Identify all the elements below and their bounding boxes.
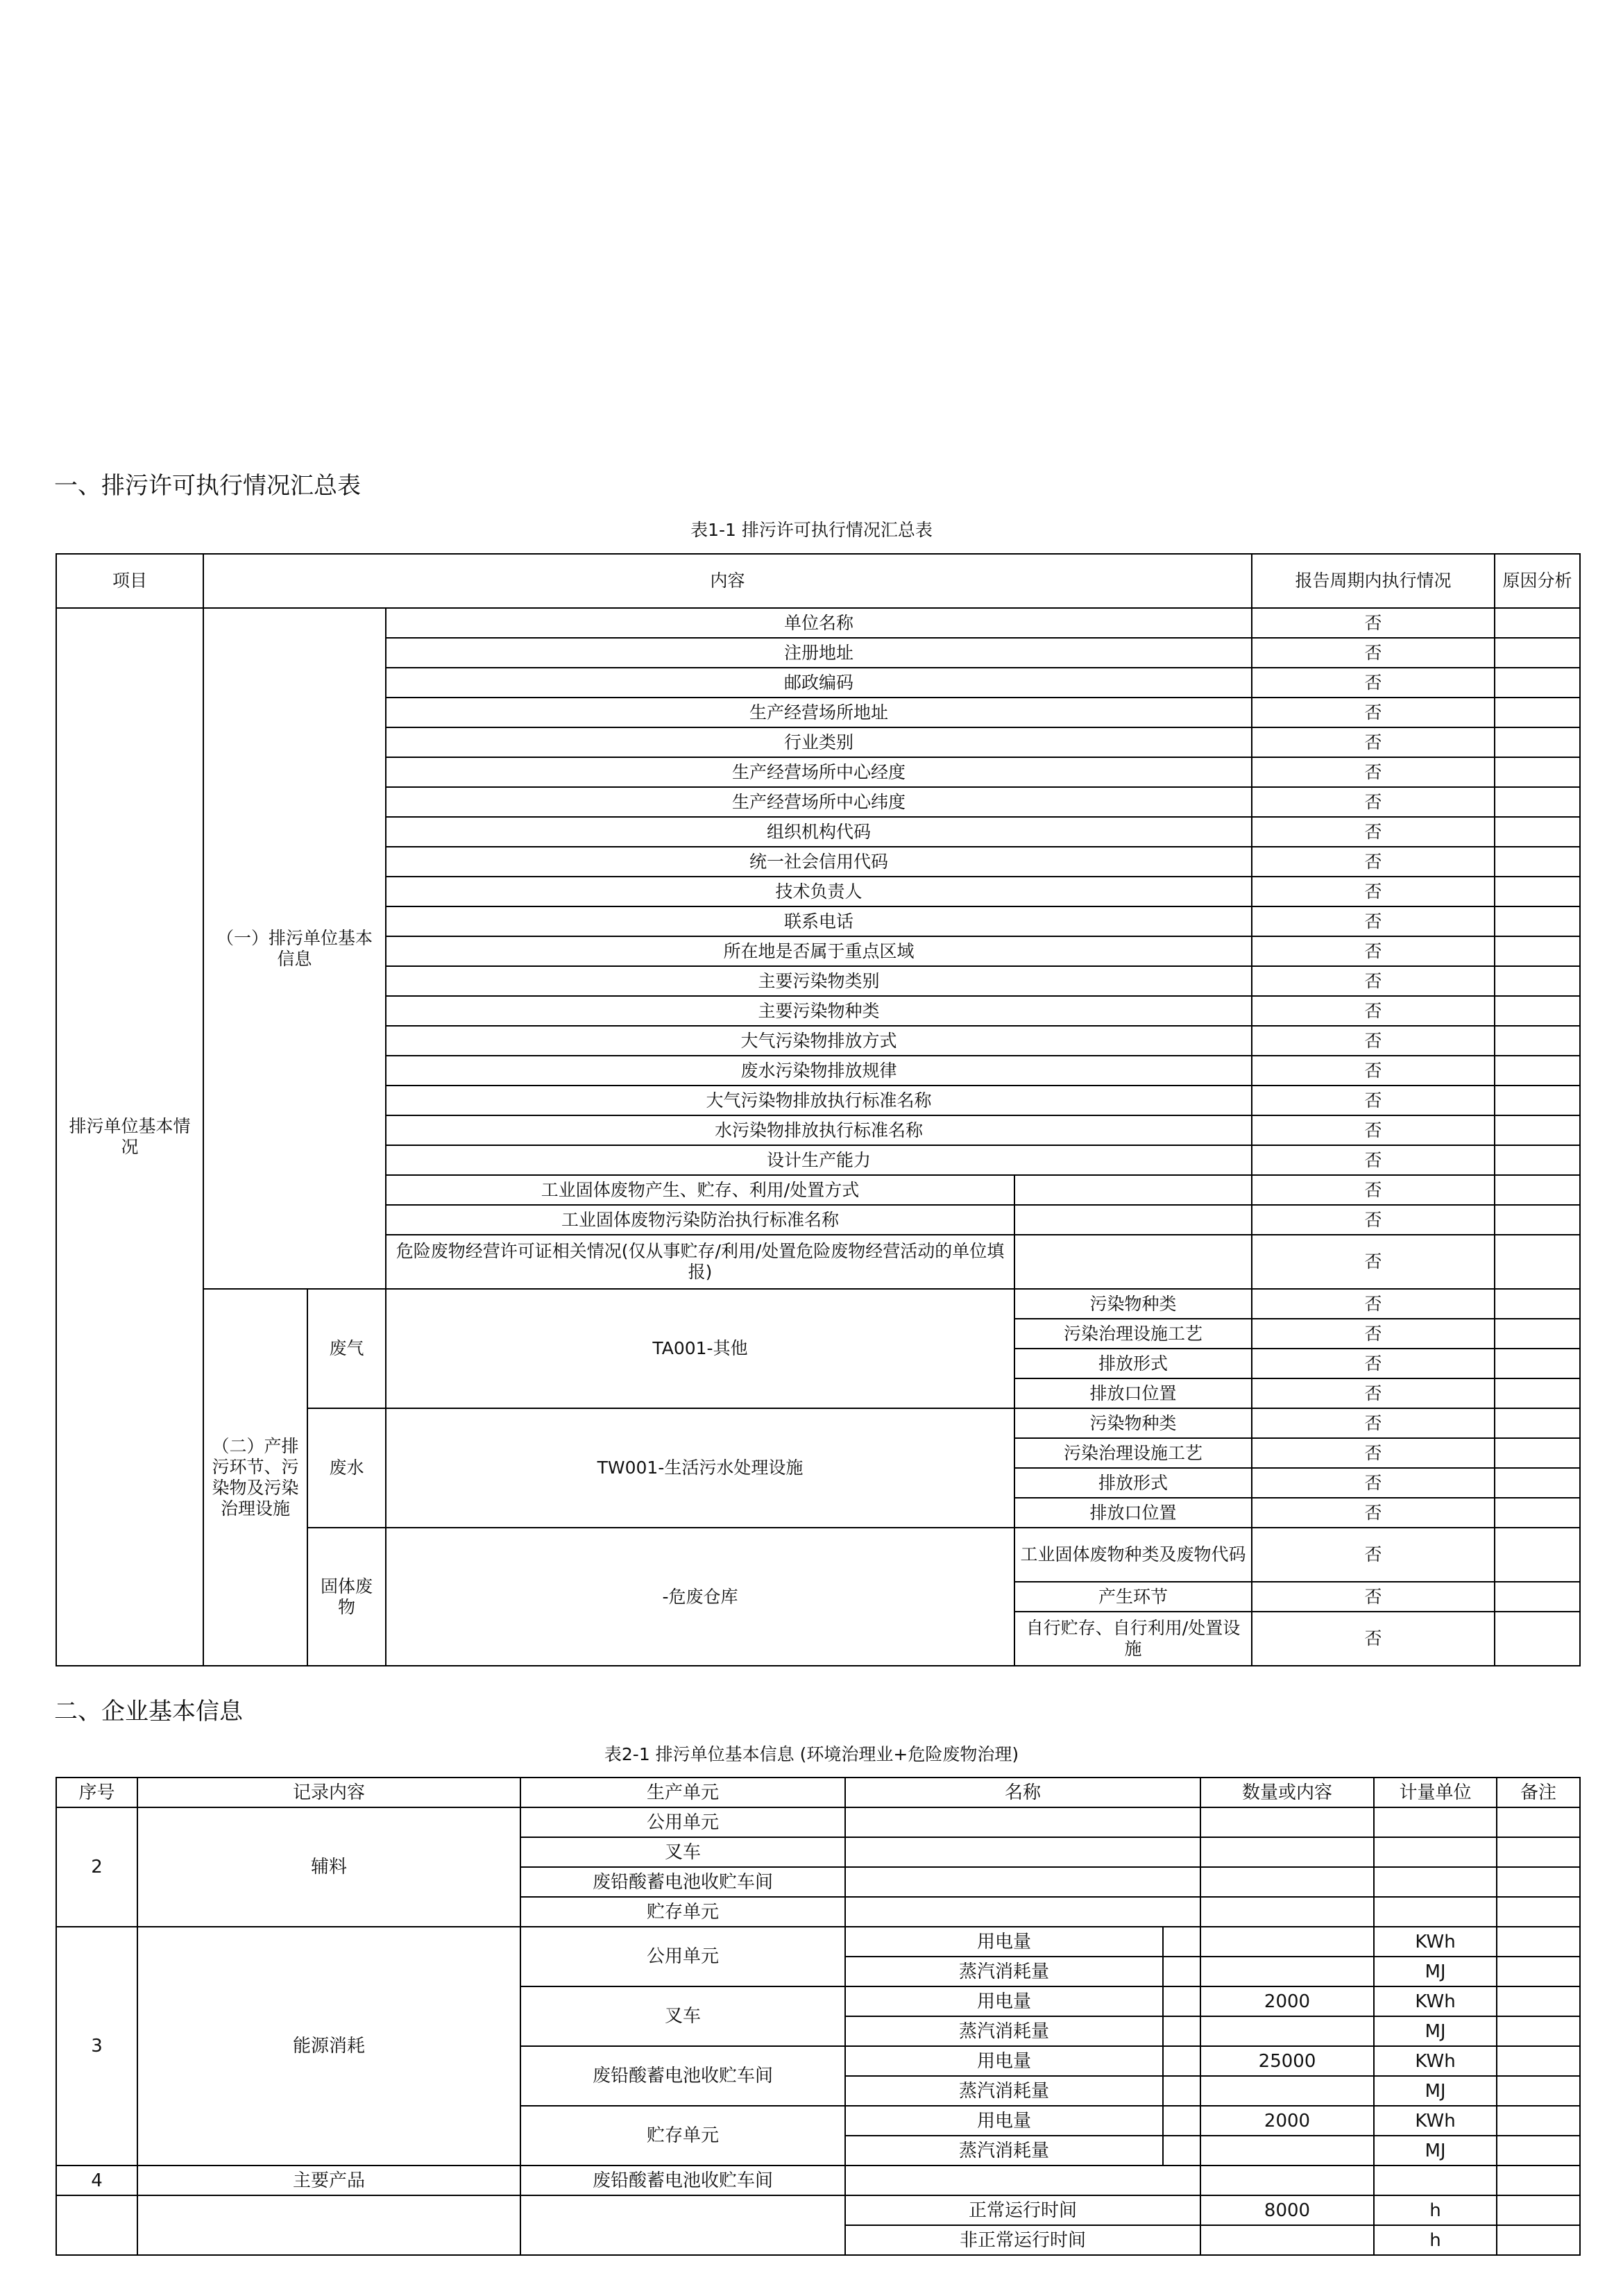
energy-item: 蒸汽消耗量 bbox=[845, 1957, 1163, 1986]
energy-qty: 25000 bbox=[1200, 2046, 1374, 2076]
water-type: 废水 bbox=[307, 1408, 386, 1528]
runtime-item: 非正常运行时间 bbox=[845, 2225, 1200, 2255]
row-reason bbox=[1495, 817, 1580, 847]
energy-no: 3 bbox=[56, 1927, 137, 2166]
table-caption-basic-info: 表2-1 排污单位基本信息 (环境治理业+危险废物治理) bbox=[604, 1744, 1019, 1764]
table-row bbox=[56, 608, 1580, 638]
energy-measure: MJ bbox=[1374, 2076, 1497, 2106]
row-label: 设计生产能力 bbox=[386, 1145, 1252, 1175]
row-label: 主要污染物种类 bbox=[386, 996, 1252, 1026]
row-status: 否 bbox=[1252, 1115, 1495, 1145]
row-status: 否 bbox=[1252, 996, 1495, 1026]
table-header-row bbox=[56, 554, 1580, 608]
row-status: 否 bbox=[1252, 877, 1495, 906]
row-label: 大气污染物排放方式 bbox=[386, 1026, 1252, 1056]
row-status: 否 bbox=[1252, 1528, 1495, 1582]
energy-item: 用电量 bbox=[845, 1986, 1163, 2016]
energy-unit: 废铅酸蓄电池收贮车间 bbox=[520, 2046, 845, 2106]
energy-measure: KWh bbox=[1374, 1986, 1497, 2016]
row-label: 水污染物排放执行标准名称 bbox=[386, 1115, 1252, 1145]
row-empty bbox=[1014, 1175, 1252, 1205]
energy-qty bbox=[1200, 2016, 1374, 2046]
row-reason bbox=[1495, 757, 1580, 787]
energy-qty: 2000 bbox=[1200, 1986, 1374, 2016]
aux-no: 2 bbox=[56, 1807, 137, 1927]
row-reason bbox=[1495, 787, 1580, 817]
row-status: 否 bbox=[1252, 817, 1495, 847]
row-reason bbox=[1495, 1498, 1580, 1528]
row-label: 注册地址 bbox=[386, 638, 1252, 668]
row-status: 否 bbox=[1252, 1498, 1495, 1528]
row-reason bbox=[1495, 727, 1580, 757]
energy-qty bbox=[1200, 2136, 1374, 2166]
aux-unit: 公用单元 bbox=[520, 1807, 845, 1837]
row-reason bbox=[1495, 1468, 1580, 1498]
row-status: 否 bbox=[1252, 1026, 1495, 1056]
row-label: 排放口位置 bbox=[1014, 1378, 1252, 1408]
energy-qty bbox=[1200, 1927, 1374, 1957]
row-reason bbox=[1495, 1528, 1580, 1582]
row-reason bbox=[1495, 1378, 1580, 1408]
table-row bbox=[56, 2195, 1580, 2225]
row-reason bbox=[1495, 1205, 1580, 1235]
row-reason bbox=[1495, 1319, 1580, 1349]
row-label: 自行贮存、自行利用/处置设施 bbox=[1014, 1612, 1252, 1666]
header-unit: 生产单元 bbox=[520, 1778, 845, 1807]
row-reason bbox=[1495, 1086, 1580, 1115]
row-reason bbox=[1495, 638, 1580, 668]
section-title-summary: 一、排污许可执行情况汇总表 bbox=[54, 472, 361, 500]
energy-unit: 叉车 bbox=[520, 1986, 845, 2046]
row-empty bbox=[1014, 1235, 1252, 1289]
row-reason bbox=[1495, 668, 1580, 698]
product-unit: 废铅酸蓄电池收贮车间 bbox=[520, 2166, 845, 2195]
aux-record: 辅料 bbox=[137, 1807, 520, 1927]
aux-unit: 贮存单元 bbox=[520, 1897, 845, 1927]
row-label: 危险废物经营许可证相关情况(仅从事贮存/利用/处置危险废物经营活动的单位填报) bbox=[386, 1235, 1014, 1289]
row-reason bbox=[1495, 906, 1580, 936]
row-label: 所在地是否属于重点区域 bbox=[386, 936, 1252, 966]
row-label: 生产经营场所地址 bbox=[386, 698, 1252, 727]
row-status: 否 bbox=[1252, 757, 1495, 787]
row-status: 否 bbox=[1252, 1175, 1495, 1205]
row-status: 否 bbox=[1252, 787, 1495, 817]
table-row bbox=[56, 1927, 1580, 1957]
energy-measure: KWh bbox=[1374, 2106, 1497, 2136]
row-reason bbox=[1495, 698, 1580, 727]
row-status: 否 bbox=[1252, 1378, 1495, 1408]
energy-measure: KWh bbox=[1374, 2046, 1497, 2076]
row-label: 污染治理设施工艺 bbox=[1014, 1438, 1252, 1468]
row-reason bbox=[1495, 1115, 1580, 1145]
row-reason bbox=[1495, 936, 1580, 966]
table-row bbox=[56, 1289, 1580, 1319]
header-reason: 原因分析 bbox=[1495, 554, 1580, 608]
group-main-label: 排污单位基本情况 bbox=[56, 608, 203, 1666]
row-label: 产生环节 bbox=[1014, 1582, 1252, 1612]
row-label: 废水污染物排放规律 bbox=[386, 1056, 1252, 1086]
row-label: 大气污染物排放执行标准名称 bbox=[386, 1086, 1252, 1115]
runtime-qty bbox=[1200, 2225, 1374, 2255]
table-header-row bbox=[56, 1778, 1580, 1807]
permit-summary-table bbox=[56, 553, 1581, 1666]
row-reason bbox=[1495, 608, 1580, 638]
runtime-item: 正常运行时间 bbox=[845, 2195, 1200, 2225]
energy-item: 蒸汽消耗量 bbox=[845, 2076, 1163, 2106]
row-status: 否 bbox=[1252, 1145, 1495, 1175]
row-label: 主要污染物类别 bbox=[386, 966, 1252, 996]
row-label: 邮政编码 bbox=[386, 668, 1252, 698]
group1-label: （一）排污单位基本信息 bbox=[203, 608, 386, 1289]
energy-measure: KWh bbox=[1374, 1927, 1497, 1957]
header-content: 内容 bbox=[203, 554, 1252, 608]
energy-measure: MJ bbox=[1374, 2136, 1497, 2166]
gas-facility: TA001-其他 bbox=[386, 1289, 1014, 1408]
header-no: 序号 bbox=[56, 1778, 137, 1807]
row-status: 否 bbox=[1252, 1582, 1495, 1612]
row-label: 工业固体废物污染防治执行标准名称 bbox=[386, 1205, 1014, 1235]
row-reason bbox=[1495, 966, 1580, 996]
row-status: 否 bbox=[1252, 1289, 1495, 1319]
row-status: 否 bbox=[1252, 1468, 1495, 1498]
solid-type: 固体废物 bbox=[307, 1528, 386, 1666]
energy-item: 用电量 bbox=[845, 2106, 1163, 2136]
row-label: 工业固体废物产生、贮存、利用/处置方式 bbox=[386, 1175, 1014, 1205]
row-label: 单位名称 bbox=[386, 608, 1252, 638]
energy-measure: MJ bbox=[1374, 1957, 1497, 1986]
energy-item: 蒸汽消耗量 bbox=[845, 2136, 1163, 2166]
row-reason bbox=[1495, 1612, 1580, 1666]
row-status: 否 bbox=[1252, 1408, 1495, 1438]
energy-qty bbox=[1200, 1957, 1374, 1986]
row-status: 否 bbox=[1252, 1319, 1495, 1349]
row-reason bbox=[1495, 1582, 1580, 1612]
row-label: 统一社会信用代码 bbox=[386, 847, 1252, 877]
row-status: 否 bbox=[1252, 727, 1495, 757]
header-record: 记录内容 bbox=[137, 1778, 520, 1807]
row-label: 污染治理设施工艺 bbox=[1014, 1319, 1252, 1349]
header-name: 名称 bbox=[845, 1778, 1200, 1807]
row-reason bbox=[1495, 1056, 1580, 1086]
row-status: 否 bbox=[1252, 1086, 1495, 1115]
basic-info-table bbox=[56, 1777, 1581, 2256]
row-reason bbox=[1495, 1438, 1580, 1468]
row-label: 排放形式 bbox=[1014, 1468, 1252, 1498]
product-no: 4 bbox=[56, 2166, 137, 2195]
header-item: 项目 bbox=[56, 554, 203, 608]
row-label: 排放口位置 bbox=[1014, 1498, 1252, 1528]
aux-unit: 叉车 bbox=[520, 1837, 845, 1867]
row-reason bbox=[1495, 1026, 1580, 1056]
header-status: 报告周期内执行情况 bbox=[1252, 554, 1495, 608]
table-row bbox=[56, 1807, 1580, 1837]
row-reason bbox=[1495, 1175, 1580, 1205]
energy-record: 能源消耗 bbox=[137, 1927, 520, 2166]
row-reason bbox=[1495, 996, 1580, 1026]
row-status: 否 bbox=[1252, 1438, 1495, 1468]
row-status: 否 bbox=[1252, 638, 1495, 668]
section-title-basic-info: 二、企业基本信息 bbox=[54, 1698, 243, 1725]
row-status: 否 bbox=[1252, 1205, 1495, 1235]
runtime-measure: h bbox=[1374, 2195, 1497, 2225]
energy-qty: 2000 bbox=[1200, 2106, 1374, 2136]
row-status: 否 bbox=[1252, 608, 1495, 638]
row-reason bbox=[1495, 1289, 1580, 1319]
row-status: 否 bbox=[1252, 906, 1495, 936]
row-label: 污染物种类 bbox=[1014, 1408, 1252, 1438]
row-reason bbox=[1495, 1145, 1580, 1175]
header-measure: 计量单位 bbox=[1374, 1778, 1497, 1807]
row-empty bbox=[1014, 1205, 1252, 1235]
gas-type: 废气 bbox=[307, 1289, 386, 1408]
energy-unit: 贮存单元 bbox=[520, 2106, 845, 2166]
row-reason bbox=[1495, 877, 1580, 906]
energy-item: 用电量 bbox=[845, 1927, 1163, 1957]
row-label: 排放形式 bbox=[1014, 1349, 1252, 1378]
group2-label: （二）产排污环节、污染物及污染治理设施 bbox=[203, 1289, 307, 1666]
row-label: 技术负责人 bbox=[386, 877, 1252, 906]
energy-unit: 公用单元 bbox=[520, 1927, 845, 1986]
row-status: 否 bbox=[1252, 668, 1495, 698]
row-status: 否 bbox=[1252, 966, 1495, 996]
row-label: 污染物种类 bbox=[1014, 1289, 1252, 1319]
solid-facility: -危废仓库 bbox=[386, 1528, 1014, 1666]
energy-item: 用电量 bbox=[845, 2046, 1163, 2076]
runtime-qty: 8000 bbox=[1200, 2195, 1374, 2225]
row-status: 否 bbox=[1252, 1612, 1495, 1666]
table-caption-summary: 表1-1 排污许可执行情况汇总表 bbox=[690, 520, 933, 540]
row-reason bbox=[1495, 1349, 1580, 1378]
row-status: 否 bbox=[1252, 1349, 1495, 1378]
row-reason bbox=[1495, 1408, 1580, 1438]
row-label: 生产经营场所中心纬度 bbox=[386, 787, 1252, 817]
row-status: 否 bbox=[1252, 698, 1495, 727]
row-status: 否 bbox=[1252, 1235, 1495, 1289]
header-qty: 数量或内容 bbox=[1200, 1778, 1374, 1807]
runtime-measure: h bbox=[1374, 2225, 1497, 2255]
row-label: 行业类别 bbox=[386, 727, 1252, 757]
row-label: 工业固体废物种类及废物代码 bbox=[1014, 1528, 1252, 1582]
water-facility: TW001-生活污水处理设施 bbox=[386, 1408, 1014, 1528]
table-row bbox=[56, 2166, 1580, 2195]
energy-qty bbox=[1200, 2076, 1374, 2106]
energy-item: 蒸汽消耗量 bbox=[845, 2016, 1163, 2046]
energy-measure: MJ bbox=[1374, 2016, 1497, 2046]
row-label: 组织机构代码 bbox=[386, 817, 1252, 847]
product-record: 主要产品 bbox=[137, 2166, 520, 2195]
row-status: 否 bbox=[1252, 847, 1495, 877]
row-label: 生产经营场所中心经度 bbox=[386, 757, 1252, 787]
row-status: 否 bbox=[1252, 936, 1495, 966]
header-note: 备注 bbox=[1497, 1778, 1580, 1807]
row-reason bbox=[1495, 847, 1580, 877]
row-label: 联系电话 bbox=[386, 906, 1252, 936]
row-reason bbox=[1495, 1235, 1580, 1289]
row-status: 否 bbox=[1252, 1056, 1495, 1086]
aux-unit: 废铅酸蓄电池收贮车间 bbox=[520, 1867, 845, 1897]
